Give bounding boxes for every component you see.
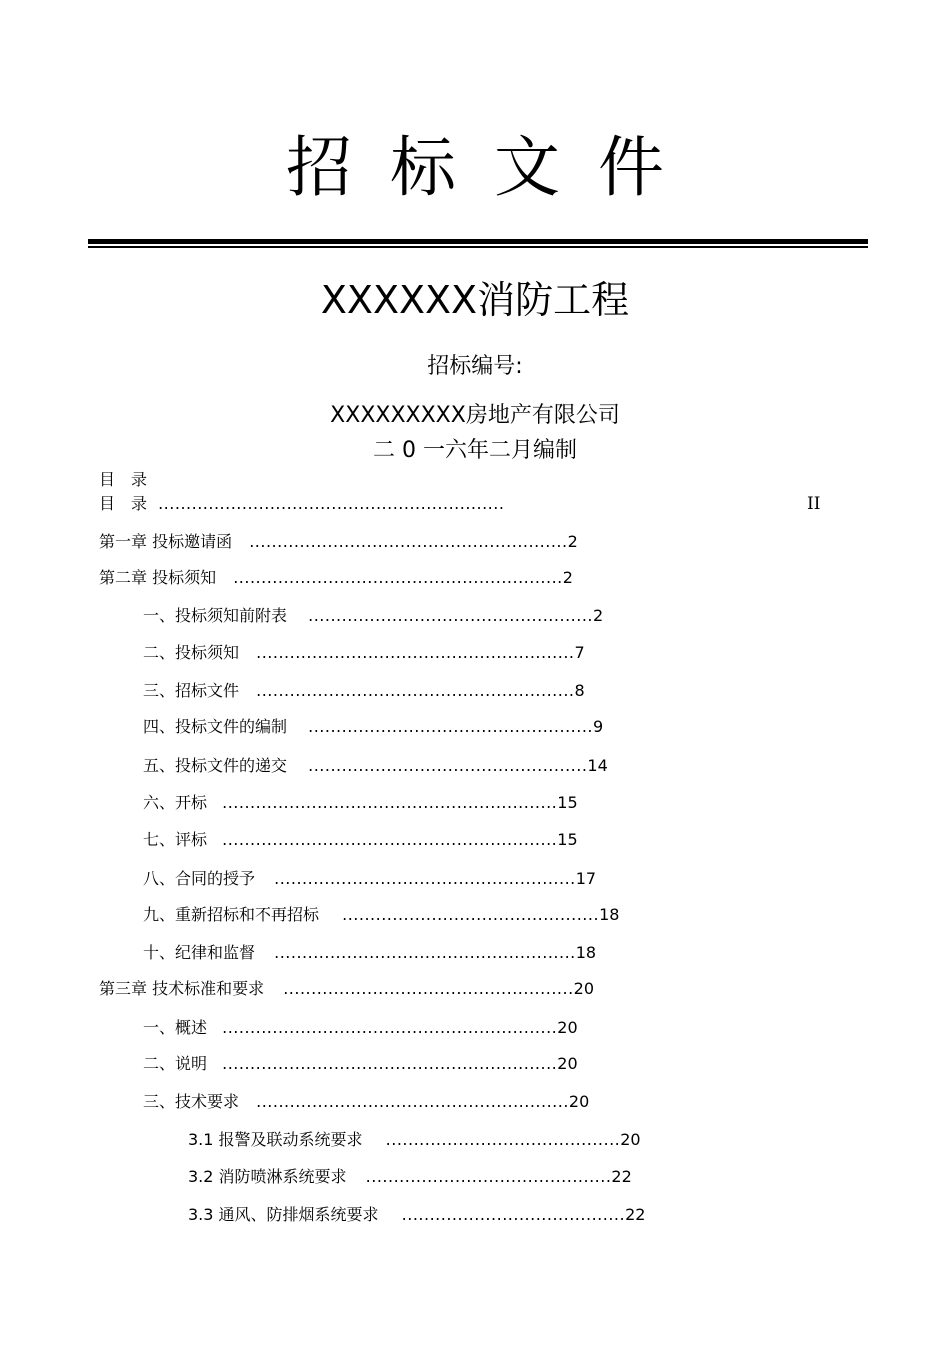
toc-entry-title: 六、开标 [143, 793, 208, 812]
toc-page-number: 8 [574, 681, 585, 700]
toc-leader-dots: ............................................................ [222, 1018, 558, 1037]
tender-number-label: 招标编号: [427, 354, 523, 379]
company-name: XXXXXXXXX房地产有限公司 [330, 403, 620, 428]
toc-leader-dots: ......................................................... [256, 681, 575, 700]
toc-page-number: 20 [557, 1054, 578, 1073]
toc-entry-title: 3.3 通风、防排烟系统要求 [188, 1205, 379, 1224]
toc-entry-title: 八、合同的授予 [143, 869, 256, 888]
toc-leader-dots: ............................................ [365, 1167, 612, 1186]
toc-leader-dots: ......................................................... [249, 532, 568, 551]
toc-entry[interactable] [143, 716, 603, 738]
toc-heading-char-1: 目 [99, 470, 117, 489]
project-name: XXXXXX消防工程 [320, 278, 630, 322]
toc-entry[interactable] [99, 978, 594, 1000]
toc-entry[interactable] [143, 755, 608, 777]
toc-entry-title: 第二章 投标须知 [99, 568, 217, 587]
toc-page-number: 20 [568, 1092, 590, 1111]
toc-leader-dots: ...................................................... [274, 943, 576, 962]
toc-leader-dots: .................................................. [308, 756, 588, 775]
toc-entry-title: 十、纪律和监督 [143, 943, 256, 962]
toc-page-number: 15 [557, 830, 578, 849]
toc-page-number: 18 [575, 943, 597, 962]
toc-page-number: 22 [611, 1167, 632, 1186]
toc-entry-title: 3.1 报警及联动系统要求 [188, 1130, 363, 1149]
toc-entry[interactable] [143, 942, 596, 964]
toc-page-number: 20 [573, 979, 595, 998]
toc-entry[interactable] [188, 1129, 641, 1151]
toc-page-number: 20 [620, 1130, 641, 1149]
toc-entry-title: 三、技术要求 [143, 1092, 240, 1111]
toc-entry[interactable] [143, 1091, 589, 1113]
toc-page-number: 18 [599, 905, 620, 924]
toc-leader-dots: ................................................... [308, 606, 593, 625]
toc-heading-char-2: 录 [131, 470, 149, 489]
toc-leader-dots: ............................................................ [222, 1054, 558, 1073]
toc-entry[interactable] [143, 680, 585, 702]
toc-entry-contents[interactable] [99, 493, 504, 515]
toc-entry-title: 第一章 投标邀请函 [99, 532, 233, 551]
toc-page-number: 17 [575, 869, 597, 888]
toc-leader-dots: .................................................... [283, 979, 574, 998]
toc-entry[interactable] [143, 1017, 578, 1039]
toc-entry-title: 二、投标须知 [143, 643, 240, 662]
toc-page-number: II [807, 494, 821, 514]
toc-entry-contents-char-2: 录 [131, 494, 148, 513]
toc-leader-dots: .......................................... [385, 1130, 621, 1149]
toc-entry-title: 五、投标文件的递交 [143, 756, 288, 775]
toc-entry-title: 七、评标 [143, 830, 208, 849]
toc-entry[interactable] [143, 605, 603, 627]
toc-leader-dots: .............................................................. [158, 494, 505, 513]
toc-leader-dots: ............................................................ [222, 793, 558, 812]
toc-entry[interactable] [143, 642, 585, 664]
toc-entry[interactable] [143, 1053, 578, 1075]
toc-page-number: 14 [587, 756, 608, 775]
toc-entry-title: 三、招标文件 [143, 681, 240, 700]
toc-entry[interactable] [143, 829, 578, 851]
toc-entry[interactable] [99, 567, 573, 589]
toc-entry-title: 一、投标须知前附表 [143, 606, 288, 625]
toc-entry[interactable] [143, 868, 596, 890]
toc-entry[interactable] [143, 792, 578, 814]
toc-entry-title: 二、说明 [143, 1054, 208, 1073]
toc-leader-dots: ............................................................ [222, 830, 558, 849]
toc-heading [99, 468, 163, 492]
toc-leader-dots: ........................................................... [233, 568, 563, 587]
toc-page-number: 22 [625, 1205, 646, 1224]
toc-page-number: 2 [562, 568, 573, 587]
toc-leader-dots: ...................................................... [274, 869, 576, 888]
toc-entry-contents-char-1: 目 [99, 494, 116, 513]
toc-entry[interactable] [188, 1166, 632, 1188]
toc-page-number: 20 [557, 1018, 578, 1037]
toc-entry-title: 九、重新招标和不再招标 [143, 905, 320, 924]
title-divider-thin [88, 246, 868, 248]
toc-page-number: 7 [574, 643, 585, 662]
toc-entry[interactable] [143, 904, 619, 926]
document-title: 招标文件 [286, 129, 702, 206]
toc-page-number: 9 [593, 717, 604, 736]
compilation-date: 二 0 一六年二月编制 [373, 438, 577, 463]
toc-entry[interactable] [99, 531, 578, 553]
toc-entry[interactable] [188, 1204, 645, 1226]
toc-page-number: 15 [557, 793, 578, 812]
toc-leader-dots: ........................................................ [256, 1092, 569, 1111]
toc-entry-title: 第三章 技术标准和要求 [99, 979, 265, 998]
title-divider-thick [88, 239, 868, 244]
toc-entry-title: 3.2 消防喷淋系统要求 [188, 1167, 347, 1186]
toc-leader-dots: ................................................... [308, 717, 593, 736]
toc-leader-dots: ......................................................... [256, 643, 575, 662]
toc-entry-title: 四、投标文件的编制 [143, 717, 288, 736]
toc-entry-title: 一、概述 [143, 1018, 208, 1037]
toc-page-number: 2 [593, 606, 604, 625]
toc-leader-dots: ........................................ [401, 1205, 626, 1224]
toc-page-number: 2 [567, 532, 578, 551]
toc-leader-dots: .............................................. [342, 905, 600, 924]
